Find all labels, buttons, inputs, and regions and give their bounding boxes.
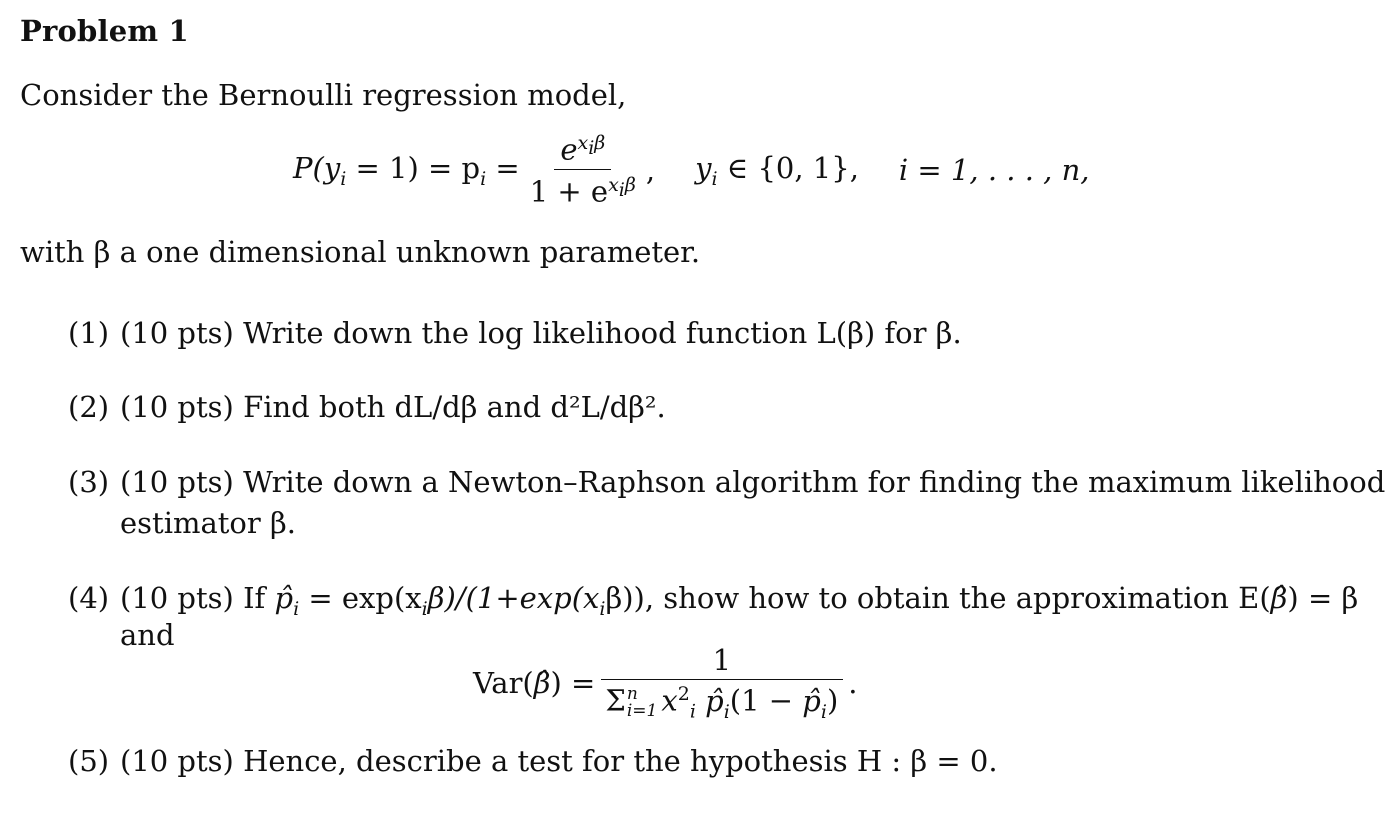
- beta-description: with β a one dimensional unknown parameter.: [20, 235, 701, 269]
- item-label: (5): [68, 744, 110, 778]
- list-item: [68, 581, 1358, 620]
- variance-period: .: [848, 666, 858, 700]
- fraction-denominator: $1 + e^{x_i\beta}$: [529, 173, 636, 209]
- variance-fraction: [599, 643, 844, 722]
- problem-title: Problem 1: [20, 14, 189, 48]
- list-item: [68, 316, 962, 350]
- eq-support: $y_i$ ∈ {0, 1},: [695, 150, 859, 190]
- item-continuation: and: [120, 618, 175, 652]
- variance-numerator: 1: [601, 643, 843, 680]
- item-text: (10 pts) Write down the log likelihood function L(β) for β.: [120, 316, 962, 350]
- item-continuation: estimator β.: [120, 506, 296, 540]
- eq-lhs: $P(y_i = 1) = p_i$ =: [293, 150, 520, 190]
- item-label: (2): [68, 390, 110, 424]
- variance-equation: [473, 643, 857, 723]
- intro-text: Consider the Bernoulli regression model,: [20, 78, 627, 112]
- logistic-fraction: [524, 132, 642, 208]
- item-text: (10 pts) Find both dL/dβ and d²L/dβ².: [120, 390, 666, 424]
- item-text: (10 pts) If $p̂_i = \exp(x_i\beta)/(1+\exp(x_i\beta))$, show how to obtain the approximation E(β̂) = β: [120, 581, 1359, 620]
- variance-denominator: Σ n i=1 $x^2_i$ $p̂_i(1$ − $p̂_i$): [605, 683, 839, 723]
- eq-index: i = 1, . . . , n,: [898, 153, 1090, 187]
- list-item: [68, 465, 1385, 499]
- list-item: [68, 744, 998, 778]
- item-text: (10 pts) Hence, describe a test for the hypothesis H : β = 0.: [120, 744, 998, 778]
- fraction-numerator: $e^{x_i\beta}$: [554, 132, 611, 170]
- item-label: (1): [68, 316, 110, 350]
- item-label: (3): [68, 465, 110, 499]
- variance-lhs: Var(β̂) =: [473, 666, 596, 700]
- item-label: (4): [68, 581, 110, 615]
- item-text: (10 pts) Write down a Newton–Raphson algorithm for finding the maximum likelihood: [120, 465, 1386, 499]
- list-item: [68, 390, 666, 424]
- model-equation: [293, 125, 1089, 215]
- eq-comma: ,: [645, 153, 656, 187]
